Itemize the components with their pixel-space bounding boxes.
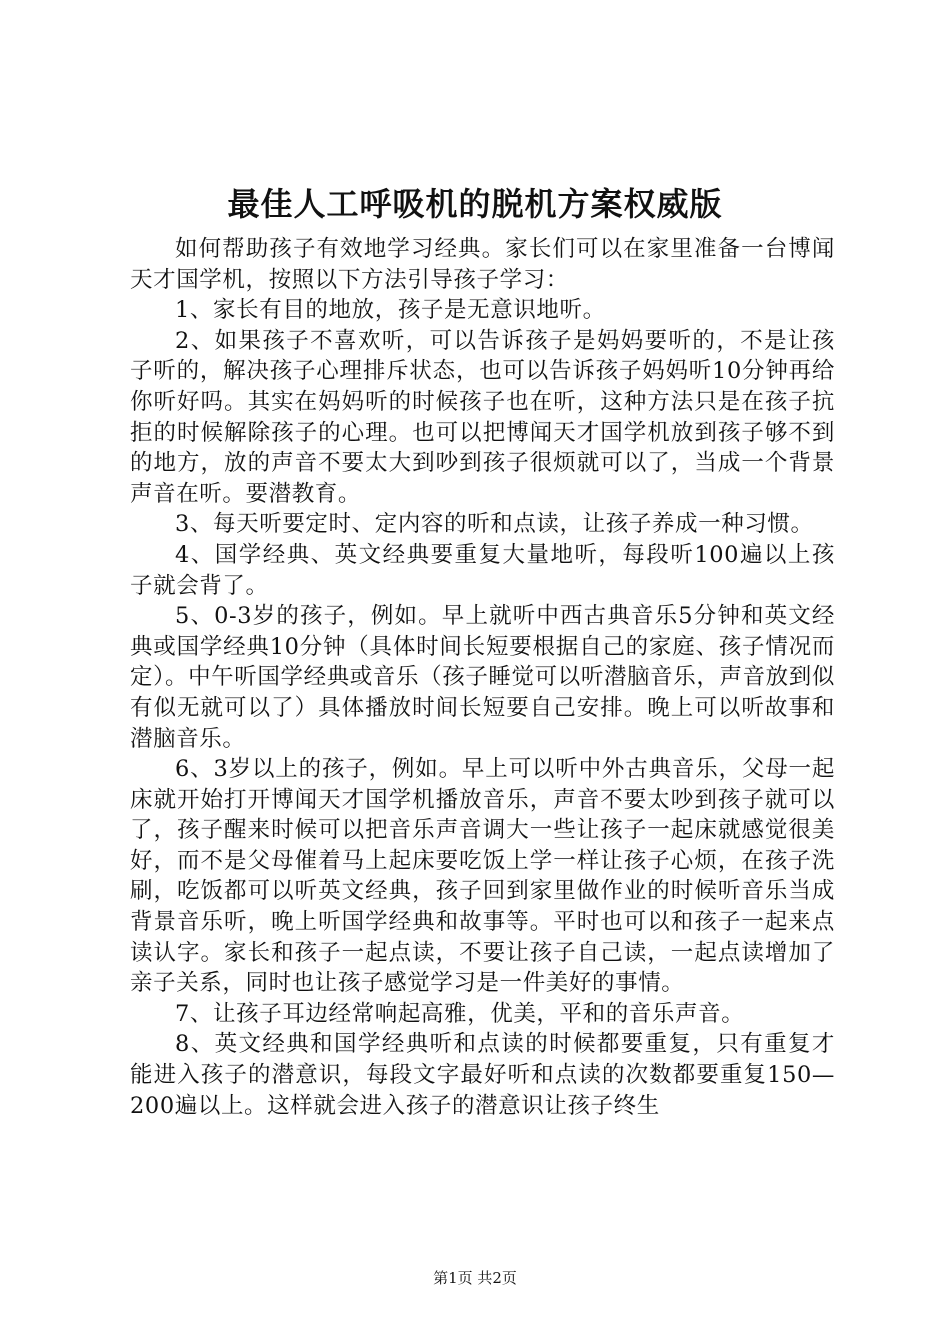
paragraph-item-6: 6、3岁以上的孩子，例如。早上可以听中外古典音乐，父母一起床就开始打开博闻天才国学机播放音乐，声音不要太吵到孩子就可以了，孩子醒来时候可以把音乐声音调大一些让孩子一起床就感觉很美好，而不是父母催着马上起床要吃饭上学一样让孩子心烦，在孩子洗刷，吃饭都可以听英文经典，孩子回到家里做作业的时候听音乐当成背景音乐听，晚上听国学经典和故事等。平时也可以和孩子一起来点读认字。家长和孩子一起点读，不要让孩子自己读，一起点读增加了亲子关系，同时也让孩子感觉学习是一件美好的事情。	[130, 756, 835, 997]
paragraph-item-3: 3、每天听要定时、定内容的听和点读，让孩子养成一种习惯。	[175, 511, 814, 538]
document-title: 最佳人工呼吸机的脱机方案权威版	[227, 185, 723, 223]
paragraph-item-4: 4、国学经典、英文经典要重复大量地听，每段听100遍以上孩子就会背了。	[130, 541, 835, 599]
paragraph-item-2: 2、如果孩子不喜欢听，可以告诉孩子是妈妈要听的，不是让孩子听的，解决孩子心理排斥状态，也可以告诉孩子妈妈听10分钟再给你听好吗。其实在妈妈听的时候孩子也在听，这种方法只是在孩子抗拒的时候解除孩子的心理。也可以把博闻天才国学机放到孩子够不到的地方，放的声音不要太大到吵到孩子很烦就可以了，当成一个背景声音在听。要潜教育。	[130, 327, 835, 507]
document-body	[130, 234, 835, 1121]
paragraph-item-8: 8、英文经典和国学经典听和点读的时候都要重复，只有重复才能进入孩子的潜意识，每段文字最好听和点读的次数都要重复150—200遍以上。这样就会进入孩子的潜意识让孩子终生	[130, 1031, 835, 1119]
paragraph-item-5: 5、0-3岁的孩子，例如。早上就听中西古典音乐5分钟和英文经典或国学经典10分钟（具体时间长短要根据自己的家庭、孩子情况而定）。中午听国学经典或音乐（孩子睡觉可以听潜脑音乐，声音放到似有似无就可以了）具体播放时间长短要自己安排。晚上可以听故事和潜脑音乐。	[130, 603, 835, 752]
paragraph-intro: 如何帮助孩子有效地学习经典。家长们可以在家里准备一台博闻天才国学机，按照以下方法引导孩子学习：	[130, 236, 835, 293]
page-number-footer: 第1页 共2页	[433, 1269, 517, 1287]
paragraph-item-7: 7、让孩子耳边经常响起高雅，优美，平和的音乐声音。	[175, 1000, 745, 1027]
paragraph-item-1: 1、家长有目的地放，孩子是无意识地听。	[175, 297, 606, 324]
